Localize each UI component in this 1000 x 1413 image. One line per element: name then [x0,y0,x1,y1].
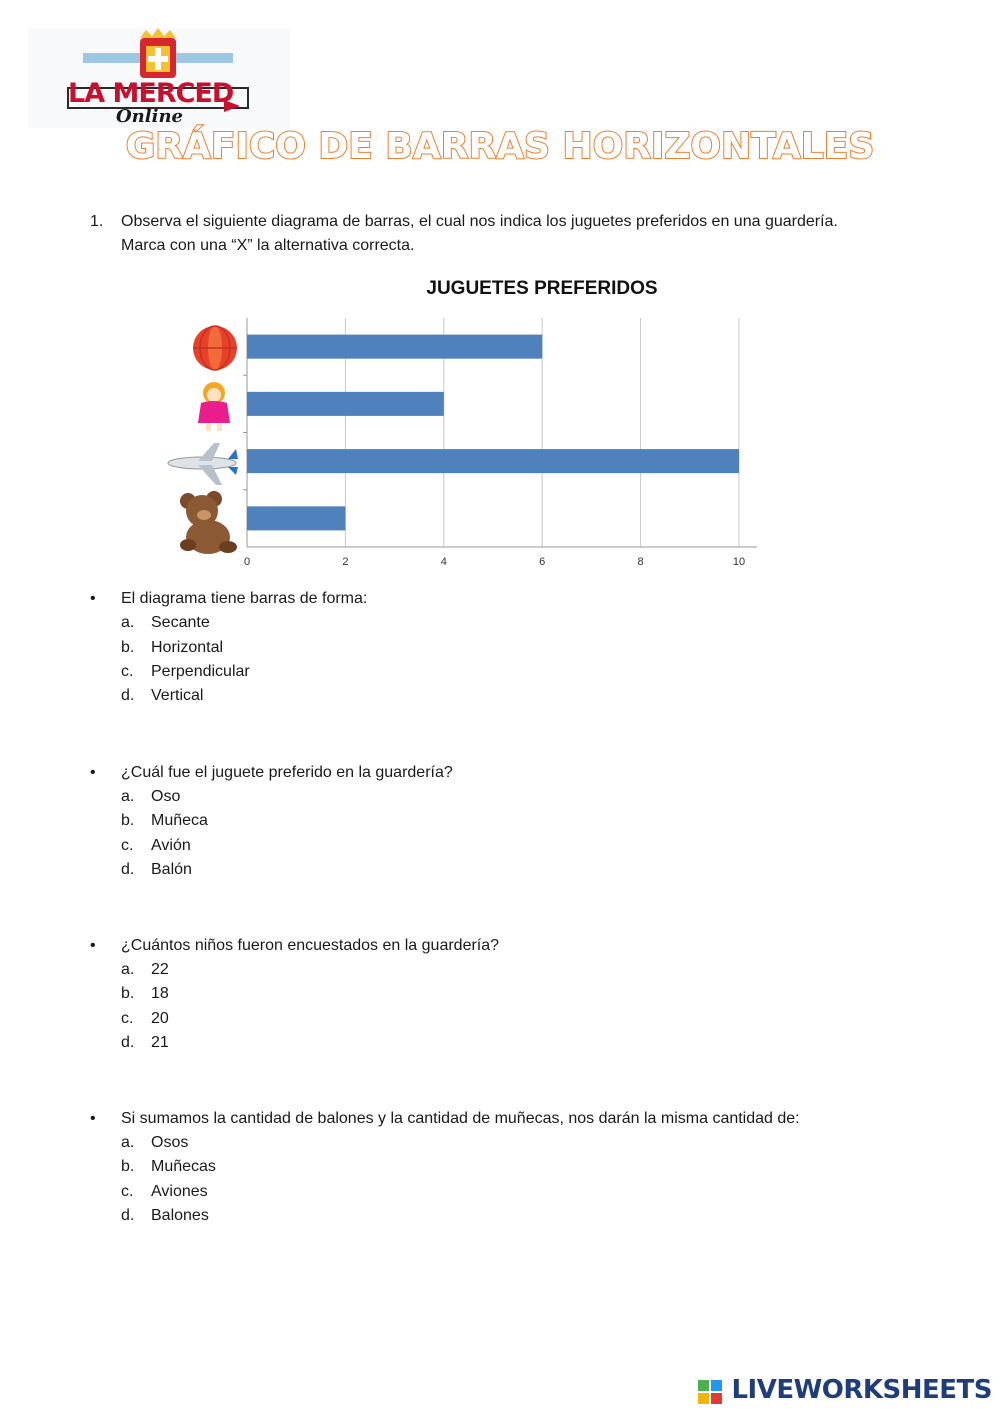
question-instruction-2: Marca con una “X” la alternativa correcta. [121,237,415,254]
x-tick-label: 4 [440,556,447,568]
question-text: ¿Cuál fue el juguete preferido en la guardería? [121,764,453,781]
footer-brand: LIVEWORKSHEETS [731,1375,992,1405]
airplane-icon [168,443,238,485]
x-tick-label: 10 [732,556,746,568]
answer-option[interactable] [121,961,169,979]
option-text: Vertical [151,687,204,704]
answer-option[interactable] [121,1034,169,1052]
x-tick-label: 0 [243,556,251,568]
option-letter: c. [121,663,134,680]
option-letter: c. [121,1010,134,1027]
option-letter: b. [121,985,135,1002]
answer-option[interactable] [121,687,203,705]
doll-icon [198,382,230,431]
answer-option[interactable] [121,639,223,657]
question-text: Si sumamos la cantidad de balones y la cantidad de muñecas, nos darán la misma cantidad de: [121,1110,800,1127]
option-text: 18 [151,985,169,1002]
option-text: Horizontal [151,639,224,656]
answer-option[interactable] [121,812,208,830]
option-letter: d. [121,1207,135,1224]
answer-option[interactable] [121,614,210,632]
answer-option[interactable] [121,788,180,806]
bar-chart [150,305,770,580]
answer-option[interactable] [121,861,192,879]
option-letter: b. [121,812,135,829]
x-tick-label: 8 [637,556,644,568]
option-text: Balones [151,1207,209,1224]
bar-oso [247,506,345,530]
x-tick-label: 2 [342,556,349,568]
chart-bars [247,335,739,531]
bullet-icon: • [90,590,96,607]
option-letter: a. [121,961,135,978]
bullet-icon: • [90,937,96,954]
logo-subtitle: Online [116,106,183,127]
answer-option[interactable] [121,1207,209,1225]
answer-option[interactable] [121,1183,208,1201]
liveworksheets-icon [698,1380,722,1404]
answer-option[interactable] [121,663,250,681]
option-letter: a. [121,1134,135,1151]
chart-ticks [244,556,745,568]
option-letter: d. [121,861,135,878]
chart-title: JUGUETES PREFERIDOS [426,278,658,299]
option-text: 22 [151,961,169,978]
question-block-2 [90,764,940,894]
option-letter: d. [121,1034,135,1051]
option-letter: b. [121,639,135,656]
answer-option[interactable] [121,1010,169,1028]
option-letter: c. [121,837,134,854]
option-text: Balón [151,861,192,878]
question-block-3 [90,937,940,1067]
option-text: Osos [151,1134,189,1151]
logo-name: LA MERCED [68,78,234,109]
question-block-4 [90,1110,940,1240]
ball-icon [193,326,237,370]
answer-option[interactable] [121,1134,188,1152]
option-letter: a. [121,614,135,631]
school-logo [28,28,290,128]
option-text: Oso [151,788,181,805]
question-instruction-1: Observa el siguiente diagrama de barras, el cual nos indica los juguetes preferidos en una guardería. [121,213,838,230]
answer-option[interactable] [121,985,169,1003]
question-number: 1. [90,213,104,230]
question-text: ¿Cuántos niños fueron encuestados en la guardería? [121,937,500,954]
bullet-icon: • [90,1110,96,1127]
bar-muñeca [247,392,444,416]
page-title: GRÁFICO DE BARRAS HORIZONTALES [125,126,875,167]
option-text: Secante [151,614,210,631]
option-text: Muñecas [151,1158,216,1175]
option-letter: a. [121,788,135,805]
answer-option[interactable] [121,837,191,855]
question-block-1 [90,590,940,720]
bar-avión [247,449,739,473]
option-letter: d. [121,687,135,704]
option-text: Muñeca [151,812,208,829]
option-text: Avión [151,837,191,854]
teddy-bear-icon [180,491,237,554]
option-text: Perpendicular [151,663,250,680]
question-text: El diagrama tiene barras de forma: [121,590,368,607]
bar-balón [247,335,542,359]
option-text: 21 [151,1034,169,1051]
option-text: Aviones [151,1183,208,1200]
option-letter: c. [121,1183,134,1200]
answer-option[interactable] [121,1158,216,1176]
option-letter: b. [121,1158,135,1175]
x-tick-label: 6 [539,556,546,568]
bullet-icon: • [90,764,96,781]
option-text: 20 [151,1010,169,1027]
